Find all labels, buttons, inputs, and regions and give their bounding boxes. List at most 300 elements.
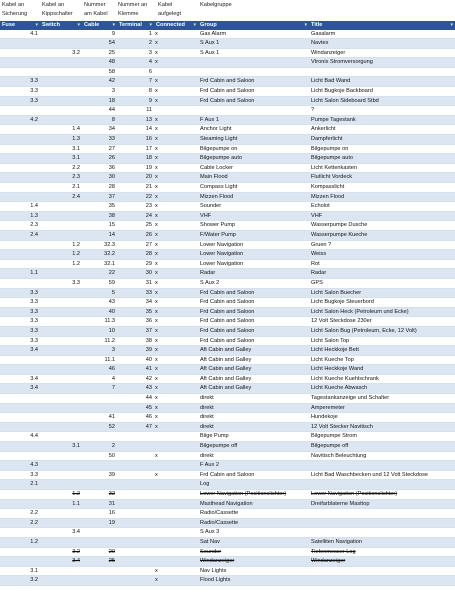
cell-fuse[interactable]: 2.2 — [0, 518, 40, 528]
cell-fuse[interactable] — [0, 173, 40, 183]
cell-terminal[interactable]: 6 — [117, 67, 154, 77]
cell-switch[interactable] — [40, 87, 82, 97]
cell-switch[interactable]: 2.1 — [40, 183, 82, 193]
cell-connected[interactable]: x — [154, 470, 198, 480]
cell-title[interactable]: Licht Kueche Kuehlschrank — [309, 374, 455, 384]
cell-group[interactable]: Cable Locker — [198, 163, 309, 173]
cell-switch[interactable] — [40, 39, 82, 49]
cell-cable[interactable]: 37 — [82, 192, 117, 202]
cell-title[interactable]: Windanzeiger — [309, 48, 455, 58]
cell-connected[interactable]: x — [154, 566, 198, 576]
cell-terminal[interactable]: 19 — [117, 163, 154, 173]
cell-fuse[interactable] — [0, 240, 40, 250]
cell-group[interactable]: S Aux 1 — [198, 48, 309, 58]
cell-fuse[interactable] — [0, 250, 40, 260]
cell-terminal[interactable]: 17 — [117, 144, 154, 154]
cell-group[interactable]: Frd Cabin and Saloon — [198, 307, 309, 317]
cell-switch[interactable]: 3.3 — [40, 278, 82, 288]
column-header-switch[interactable]: Switch ▾ — [42, 22, 80, 28]
cell-cable[interactable]: 43 — [82, 298, 117, 308]
cell-title[interactable]: Licht Bad Waschbecken und 12 Volt Steckdose — [309, 470, 455, 480]
cell-title[interactable]: Licht Kueche Top — [309, 355, 455, 365]
cell-terminal[interactable] — [117, 576, 154, 586]
cell-cable[interactable]: 54 — [82, 39, 117, 49]
cell-switch[interactable]: 3.2 — [40, 547, 82, 557]
cell-group[interactable]: Compass Light — [198, 183, 309, 193]
cell-group[interactable]: Bilgepumpe off — [198, 442, 309, 452]
cell-fuse[interactable]: 3.3 — [0, 307, 40, 317]
cell-group[interactable]: S Aux 1 — [198, 39, 309, 49]
cell-terminal[interactable]: 8 — [117, 87, 154, 97]
cell-cable[interactable]: 35 — [82, 202, 117, 212]
cell-terminal[interactable]: 30 — [117, 269, 154, 279]
cell-title[interactable]: Tagestankanzeige und Schalter — [309, 394, 455, 404]
cell-group[interactable]: F/Water Pump — [198, 230, 309, 240]
cell-title[interactable]: Bilgepumpe off — [309, 442, 455, 452]
cell-title[interactable]: Mizzen Flood — [309, 192, 455, 202]
cell-terminal[interactable] — [117, 442, 154, 452]
cell-fuse[interactable] — [0, 278, 40, 288]
cell-title[interactable]: Rot — [309, 259, 455, 269]
cell-fuse[interactable]: 4.3 — [0, 461, 40, 471]
cell-cable[interactable]: 4 — [82, 374, 117, 384]
cell-group[interactable]: Frd Cabin and Saloon — [198, 317, 309, 327]
cell-title[interactable]: Licht Kueche Abwasch — [309, 384, 455, 394]
cell-title[interactable]: GPS — [309, 278, 455, 288]
cell-fuse[interactable] — [0, 183, 40, 193]
cell-switch[interactable]: 3.1 — [40, 144, 82, 154]
cell-title[interactable]: Dreifarblaterne Masttop — [309, 499, 455, 509]
cell-group[interactable]: direkt — [198, 413, 309, 423]
cell-connected[interactable] — [154, 480, 198, 490]
cell-terminal[interactable]: 45 — [117, 403, 154, 413]
cell-connected[interactable] — [154, 432, 198, 442]
cell-fuse[interactable]: 3.3 — [0, 336, 40, 346]
cell-title[interactable] — [309, 518, 455, 528]
cell-cable[interactable]: 52 — [82, 422, 117, 432]
cell-connected[interactable]: x — [154, 288, 198, 298]
cell-connected[interactable]: x — [154, 125, 198, 135]
cell-group[interactable] — [198, 106, 309, 116]
cell-cable[interactable]: 30 — [82, 173, 117, 183]
cell-fuse[interactable]: 3.1 — [0, 566, 40, 576]
cell-group[interactable]: Masthead Navigation — [198, 499, 309, 509]
cell-switch[interactable]: 1.2 — [40, 490, 82, 500]
cell-connected[interactable]: x — [154, 336, 198, 346]
cell-group[interactable]: Frd Cabin and Saloon — [198, 288, 309, 298]
cell-title[interactable]: Gruen ? — [309, 240, 455, 250]
cell-connected[interactable]: x — [154, 183, 198, 193]
cell-terminal[interactable]: 23 — [117, 202, 154, 212]
cell-title[interactable]: Licht Salon Buecher — [309, 288, 455, 298]
cell-terminal[interactable]: 24 — [117, 211, 154, 221]
cell-switch[interactable] — [40, 470, 82, 480]
cell-cable[interactable]: 2 — [82, 442, 117, 452]
cell-connected[interactable]: x — [154, 365, 198, 375]
cell-connected[interactable]: x — [154, 326, 198, 336]
cell-title[interactable]: Satelliten Navigation — [309, 537, 455, 547]
cell-group[interactable]: Log — [198, 480, 309, 490]
cell-cable[interactable]: 3 — [82, 346, 117, 356]
cell-connected[interactable]: x — [154, 403, 198, 413]
cell-fuse[interactable]: 3.3 — [0, 87, 40, 97]
cell-group[interactable]: Mizzen Flood — [198, 192, 309, 202]
cell-switch[interactable] — [40, 518, 82, 528]
cell-title[interactable] — [309, 67, 455, 77]
column-header-group[interactable]: Group ▾ — [200, 22, 307, 28]
cell-fuse[interactable]: 3.2 — [0, 576, 40, 586]
cell-title[interactable]: Ankerlicht — [309, 125, 455, 135]
cell-cable[interactable]: 28 — [82, 183, 117, 193]
cell-switch[interactable] — [40, 96, 82, 106]
cell-fuse[interactable] — [0, 413, 40, 423]
cell-terminal[interactable]: 33 — [117, 288, 154, 298]
cell-connected[interactable]: x — [154, 451, 198, 461]
cell-terminal[interactable]: 9 — [117, 96, 154, 106]
cell-fuse[interactable]: 2.3 — [0, 221, 40, 231]
cell-terminal[interactable]: 28 — [117, 250, 154, 260]
cell-terminal[interactable] — [117, 557, 154, 567]
cell-fuse[interactable] — [0, 403, 40, 413]
cell-switch[interactable] — [40, 374, 82, 384]
cell-connected[interactable]: x — [154, 230, 198, 240]
cell-cable[interactable]: 31 — [82, 499, 117, 509]
cell-connected[interactable] — [154, 537, 198, 547]
cell-group[interactable] — [198, 58, 309, 68]
cell-title[interactable]: Licht Heckkoje Wand — [309, 365, 455, 375]
cell-fuse[interactable] — [0, 422, 40, 432]
cell-switch[interactable] — [40, 269, 82, 279]
cell-connected[interactable]: x — [154, 298, 198, 308]
cell-cable[interactable]: 59 — [82, 278, 117, 288]
cell-connected[interactable]: x — [154, 240, 198, 250]
cell-title[interactable]: Vtronix Stromversorgung — [309, 58, 455, 68]
cell-terminal[interactable]: 27 — [117, 240, 154, 250]
cell-connected[interactable]: x — [154, 259, 198, 269]
cell-terminal[interactable]: 36 — [117, 317, 154, 327]
cell-connected[interactable]: x — [154, 422, 198, 432]
cell-terminal[interactable] — [117, 566, 154, 576]
cell-title[interactable]: Licht Bugkoje Steuerbord — [309, 298, 455, 308]
cell-cable[interactable]: 19 — [82, 518, 117, 528]
cell-switch[interactable]: 2.2 — [40, 163, 82, 173]
cell-group[interactable]: Windanzeiger — [198, 557, 309, 567]
cell-switch[interactable] — [40, 461, 82, 471]
cell-terminal[interactable]: 22 — [117, 192, 154, 202]
cell-title[interactable]: Dampferlicht — [309, 135, 455, 145]
cell-connected[interactable]: x — [154, 87, 198, 97]
cell-fuse[interactable]: 1.4 — [0, 202, 40, 212]
cell-fuse[interactable] — [0, 259, 40, 269]
cell-group[interactable]: Frd Cabin and Saloon — [198, 326, 309, 336]
cell-switch[interactable] — [40, 509, 82, 519]
cell-cable[interactable] — [82, 537, 117, 547]
cell-switch[interactable] — [40, 537, 82, 547]
cell-title[interactable]: Tiefenmesser Log — [309, 547, 455, 557]
cell-fuse[interactable]: 3.3 — [0, 326, 40, 336]
cell-connected[interactable] — [154, 67, 198, 77]
cell-fuse[interactable] — [0, 48, 40, 58]
filter-dropdown-icon[interactable]: ▾ — [35, 22, 38, 28]
cell-cable[interactable]: 9 — [82, 30, 117, 39]
cell-fuse[interactable] — [0, 39, 40, 49]
cell-switch[interactable] — [40, 307, 82, 317]
cell-switch[interactable] — [40, 115, 82, 125]
cell-terminal[interactable] — [117, 490, 154, 500]
cell-switch[interactable] — [40, 67, 82, 77]
cell-connected[interactable] — [154, 461, 198, 471]
cell-title[interactable]: Licht Bugkoje Backboard — [309, 87, 455, 97]
cell-terminal[interactable]: 21 — [117, 183, 154, 193]
cell-title[interactable]: Weiss — [309, 250, 455, 260]
cell-terminal[interactable]: 18 — [117, 154, 154, 164]
cell-group[interactable]: Sounder — [198, 547, 309, 557]
cell-cable[interactable]: 20 — [82, 547, 117, 557]
cell-group[interactable]: S Aux 2 — [198, 278, 309, 288]
cell-cable[interactable] — [82, 432, 117, 442]
cell-title[interactable] — [309, 576, 455, 586]
cell-title[interactable]: Navitisch Beleuchtung — [309, 451, 455, 461]
cell-terminal[interactable] — [117, 499, 154, 509]
cell-switch[interactable]: 1.2 — [40, 240, 82, 250]
cell-switch[interactable] — [40, 413, 82, 423]
cell-fuse[interactable] — [0, 58, 40, 68]
cell-terminal[interactable]: 16 — [117, 135, 154, 145]
cell-fuse[interactable]: 1.3 — [0, 211, 40, 221]
cell-terminal[interactable] — [117, 470, 154, 480]
cell-cable[interactable]: 44 — [82, 106, 117, 116]
cell-fuse[interactable] — [0, 144, 40, 154]
cell-switch[interactable] — [40, 451, 82, 461]
cell-fuse[interactable]: 3.3 — [0, 317, 40, 327]
cell-fuse[interactable]: 3.4 — [0, 384, 40, 394]
cell-connected[interactable]: x — [154, 115, 198, 125]
cell-group[interactable]: Frd Cabin and Saloon — [198, 77, 309, 87]
cell-group[interactable]: Aft Cabin and Galley — [198, 346, 309, 356]
cell-group[interactable]: Aft Cabin and Galley — [198, 355, 309, 365]
cell-title[interactable]: Licht Bad Wand — [309, 77, 455, 87]
cell-connected[interactable] — [154, 528, 198, 538]
cell-group[interactable] — [198, 67, 309, 77]
cell-cable[interactable]: 25 — [82, 557, 117, 567]
cell-fuse[interactable]: 3.3 — [0, 288, 40, 298]
cell-switch[interactable]: 3.4 — [40, 528, 82, 538]
cell-switch[interactable] — [40, 346, 82, 356]
cell-cable[interactable]: 50 — [82, 451, 117, 461]
cell-fuse[interactable]: 3.3 — [0, 298, 40, 308]
cell-group[interactable]: direkt — [198, 451, 309, 461]
cell-title[interactable]: Bilgepumpe on — [309, 144, 455, 154]
cell-group[interactable]: Gas Alarm — [198, 30, 309, 39]
cell-connected[interactable]: x — [154, 278, 198, 288]
cell-cable[interactable] — [82, 403, 117, 413]
cell-connected[interactable]: x — [154, 39, 198, 49]
cell-fuse[interactable] — [0, 192, 40, 202]
cell-title[interactable]: Licht Salon Top — [309, 336, 455, 346]
cell-terminal[interactable]: 13 — [117, 115, 154, 125]
cell-terminal[interactable]: 29 — [117, 259, 154, 269]
cell-fuse[interactable] — [0, 490, 40, 500]
cell-cable[interactable]: 42 — [82, 77, 117, 87]
cell-terminal[interactable]: 44 — [117, 394, 154, 404]
cell-terminal[interactable]: 31 — [117, 278, 154, 288]
cell-title[interactable]: VHF — [309, 211, 455, 221]
cell-group[interactable]: Lower Navigation — [198, 250, 309, 260]
cell-group[interactable]: Lower Navigation — [198, 240, 309, 250]
cell-group[interactable]: Radar — [198, 269, 309, 279]
cell-terminal[interactable]: 40 — [117, 355, 154, 365]
cell-switch[interactable] — [40, 106, 82, 116]
cell-group[interactable]: Main Flood — [198, 173, 309, 183]
cell-group[interactable]: Lower Navigation — [198, 259, 309, 269]
cell-terminal[interactable] — [117, 432, 154, 442]
cell-connected[interactable]: x — [154, 250, 198, 260]
cell-cable[interactable]: 22 — [82, 269, 117, 279]
cell-connected[interactable]: x — [154, 374, 198, 384]
cell-cable[interactable]: 10 — [82, 326, 117, 336]
cell-group[interactable]: Frd Cabin and Saloon — [198, 87, 309, 97]
cell-cable[interactable] — [82, 528, 117, 538]
cell-fuse[interactable] — [0, 67, 40, 77]
cell-terminal[interactable]: 1 — [117, 30, 154, 39]
cell-terminal[interactable]: 38 — [117, 336, 154, 346]
cell-switch[interactable]: 2.3 — [40, 173, 82, 183]
cell-cable[interactable] — [82, 566, 117, 576]
cell-title[interactable]: 12 Volt Steckdose 230er — [309, 317, 455, 327]
cell-fuse[interactable] — [0, 451, 40, 461]
cell-title[interactable]: Radar — [309, 269, 455, 279]
cell-terminal[interactable] — [117, 528, 154, 538]
filter-dropdown-icon[interactable]: ▾ — [77, 22, 80, 28]
cell-terminal[interactable]: 41 — [117, 365, 154, 375]
cell-connected[interactable]: x — [154, 154, 198, 164]
cell-group[interactable]: VHF — [198, 211, 309, 221]
cell-connected[interactable]: x — [154, 163, 198, 173]
cell-terminal[interactable]: 43 — [117, 384, 154, 394]
cell-fuse[interactable] — [0, 125, 40, 135]
cell-switch[interactable] — [40, 422, 82, 432]
cell-cable[interactable]: 34 — [82, 125, 117, 135]
cell-title[interactable]: Wasserpumpe Kueche — [309, 230, 455, 240]
cell-group[interactable]: Radio/Cassette — [198, 509, 309, 519]
cell-fuse[interactable] — [0, 528, 40, 538]
cell-cable[interactable]: 46 — [82, 365, 117, 375]
cell-switch[interactable] — [40, 288, 82, 298]
cell-connected[interactable]: x — [154, 413, 198, 423]
cell-group[interactable]: Frd Cabin and Saloon — [198, 470, 309, 480]
cell-switch[interactable] — [40, 77, 82, 87]
cell-cable[interactable]: 27 — [82, 144, 117, 154]
cell-title[interactable]: Licht Salon Bug (Petroleum, Ecke, 12 Volt) — [309, 326, 455, 336]
cell-group[interactable]: Nav Lights — [198, 566, 309, 576]
cell-cable[interactable]: 15 — [82, 221, 117, 231]
cell-terminal[interactable]: 20 — [117, 173, 154, 183]
cell-group[interactable]: Frd Cabin and Saloon — [198, 96, 309, 106]
cell-switch[interactable] — [40, 576, 82, 586]
cell-connected[interactable]: x — [154, 307, 198, 317]
cell-connected[interactable]: x — [154, 355, 198, 365]
cell-terminal[interactable]: 37 — [117, 326, 154, 336]
cell-connected[interactable] — [154, 106, 198, 116]
cell-title[interactable] — [309, 528, 455, 538]
cell-title[interactable]: Pumpe Tagestank — [309, 115, 455, 125]
cell-title[interactable]: Amperemeter — [309, 403, 455, 413]
cell-switch[interactable] — [40, 403, 82, 413]
cell-title[interactable]: Navtex — [309, 39, 455, 49]
cell-connected[interactable]: x — [154, 384, 198, 394]
cell-fuse[interactable]: 3.4 — [0, 346, 40, 356]
cell-switch[interactable] — [40, 326, 82, 336]
cell-cable[interactable] — [82, 480, 117, 490]
cell-group[interactable]: Lower Navigation (Positionslichter) — [198, 490, 309, 500]
cell-title[interactable]: Flutlicht Vordeck — [309, 173, 455, 183]
cell-title[interactable] — [309, 461, 455, 471]
cell-terminal[interactable] — [117, 547, 154, 557]
column-header-connected[interactable]: Connected ▾ — [156, 22, 196, 28]
cell-cable[interactable]: 3 — [82, 87, 117, 97]
cell-title[interactable] — [309, 480, 455, 490]
cell-title[interactable]: Licht Salon Heck (Petroleum und Ecke) — [309, 307, 455, 317]
cell-terminal[interactable]: 11 — [117, 106, 154, 116]
cell-switch[interactable]: 3.2 — [40, 48, 82, 58]
cell-fuse[interactable] — [0, 499, 40, 509]
cell-terminal[interactable]: 34 — [117, 298, 154, 308]
cell-switch[interactable] — [40, 317, 82, 327]
cell-title[interactable]: Licht Kettenkasten — [309, 163, 455, 173]
cell-cable[interactable]: 11.1 — [82, 355, 117, 365]
cell-fuse[interactable]: 4.2 — [0, 115, 40, 125]
cell-switch[interactable] — [40, 355, 82, 365]
cell-title[interactable]: ? — [309, 106, 455, 116]
cell-terminal[interactable] — [117, 480, 154, 490]
cell-terminal[interactable]: 3 — [117, 48, 154, 58]
cell-switch[interactable] — [40, 298, 82, 308]
cell-title[interactable]: Windanzeiger — [309, 557, 455, 567]
cell-group[interactable]: Frd Cabin and Saloon — [198, 336, 309, 346]
cell-cable[interactable]: 58 — [82, 67, 117, 77]
cell-switch[interactable] — [40, 432, 82, 442]
cell-group[interactable]: Aft Cabin and Galley — [198, 384, 309, 394]
cell-terminal[interactable]: 42 — [117, 374, 154, 384]
cell-switch[interactable] — [40, 336, 82, 346]
cell-switch[interactable] — [40, 394, 82, 404]
cell-terminal[interactable] — [117, 518, 154, 528]
filter-dropdown-icon[interactable]: ▾ — [112, 22, 115, 28]
cell-group[interactable]: direkt — [198, 394, 309, 404]
cell-terminal[interactable]: 47 — [117, 422, 154, 432]
filter-dropdown-icon[interactable]: ▾ — [193, 22, 196, 28]
cell-fuse[interactable]: 3.3 — [0, 77, 40, 87]
cell-switch[interactable]: 1.1 — [40, 499, 82, 509]
cell-cable[interactable]: 32.1 — [82, 259, 117, 269]
cell-group[interactable]: Sounder — [198, 202, 309, 212]
cell-connected[interactable]: x — [154, 192, 198, 202]
cell-terminal[interactable]: 25 — [117, 221, 154, 231]
cell-switch[interactable] — [40, 384, 82, 394]
cell-switch[interactable]: 1.3 — [40, 135, 82, 145]
cell-terminal[interactable]: 46 — [117, 413, 154, 423]
cell-connected[interactable]: x — [154, 96, 198, 106]
cell-switch[interactable] — [40, 211, 82, 221]
cell-fuse[interactable] — [0, 135, 40, 145]
cell-title[interactable]: Wasserpumpe Dusche — [309, 221, 455, 231]
cell-switch[interactable]: 1.2 — [40, 250, 82, 260]
cell-fuse[interactable]: 3.3 — [0, 96, 40, 106]
cell-cable[interactable]: 18 — [82, 96, 117, 106]
cell-fuse[interactable] — [0, 557, 40, 567]
cell-cable[interactable]: 5 — [82, 288, 117, 298]
cell-connected[interactable]: x — [154, 317, 198, 327]
